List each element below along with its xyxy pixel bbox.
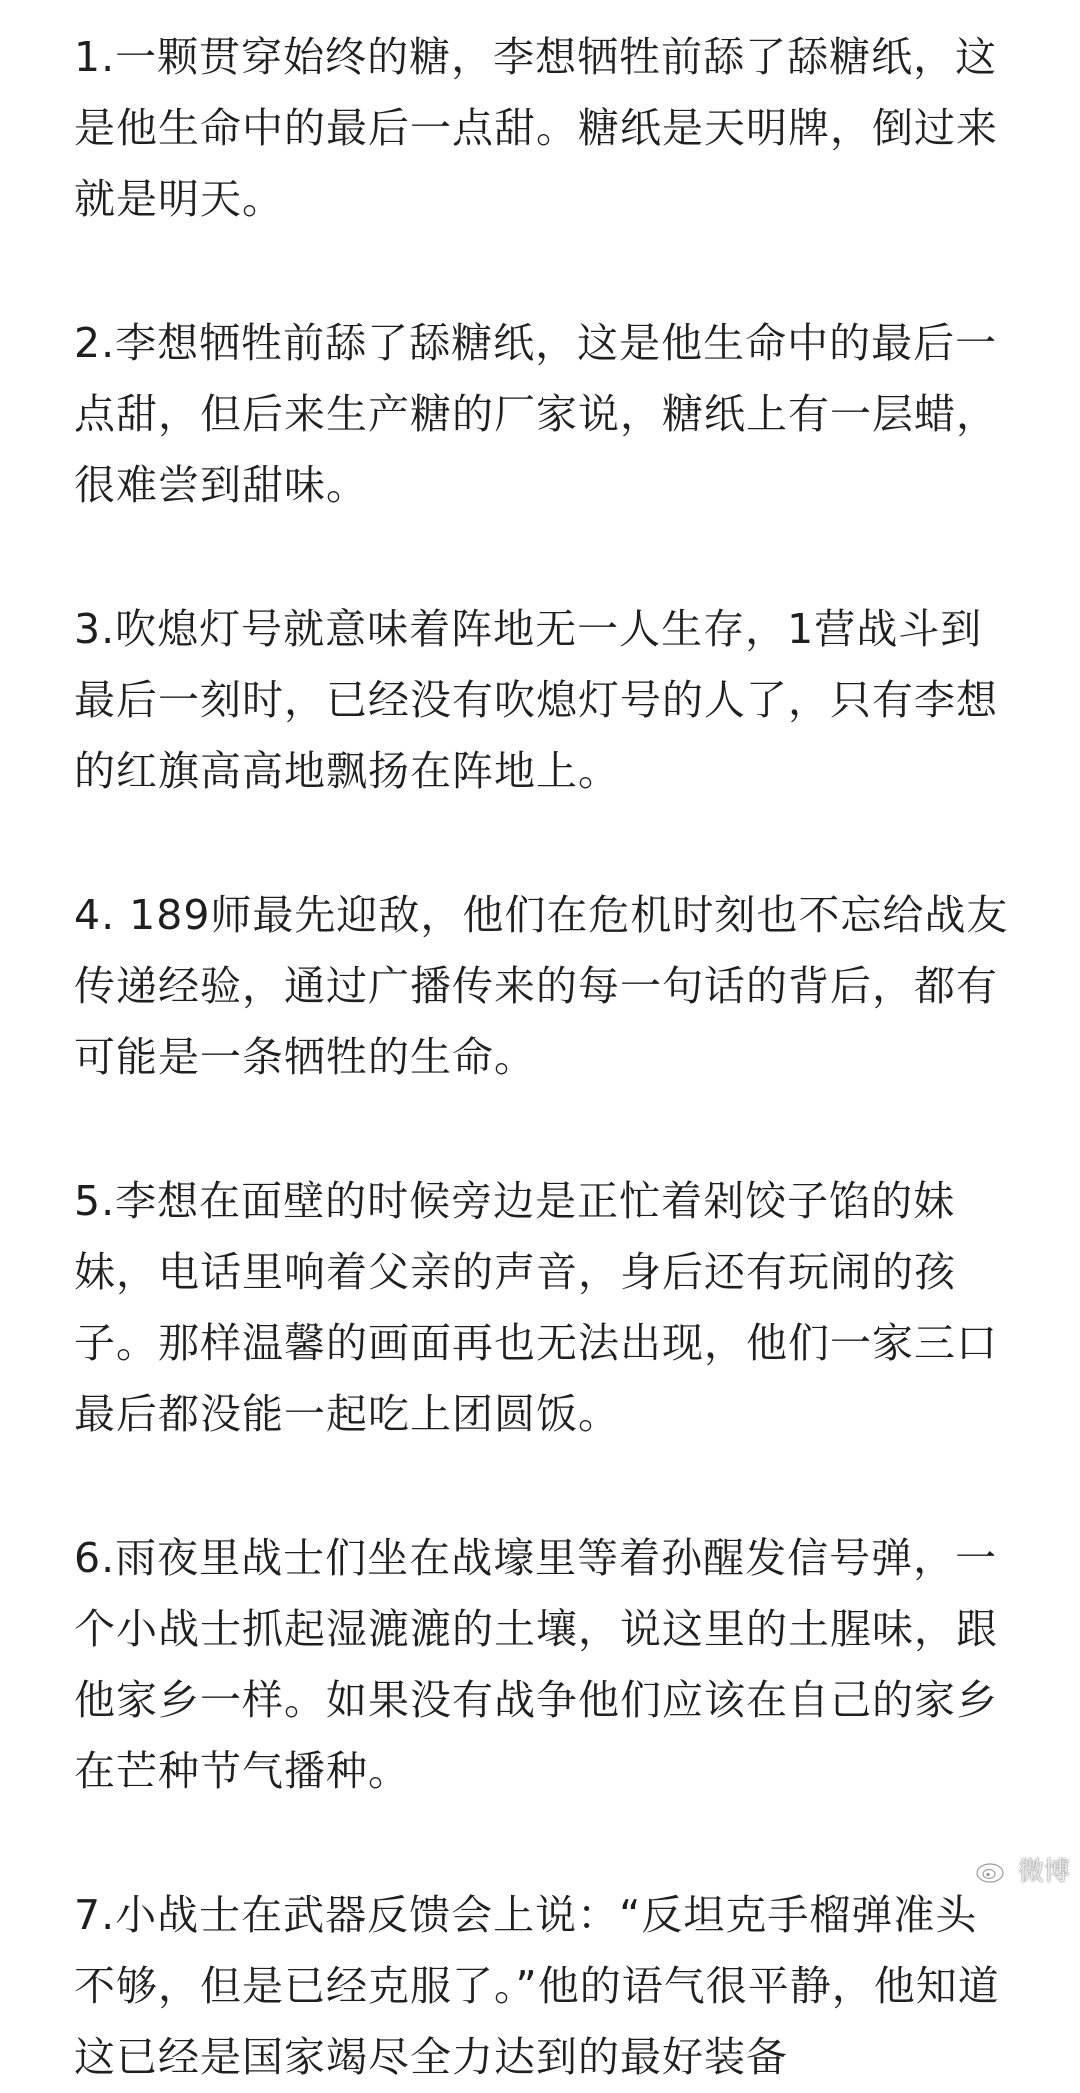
article-body [74, 22, 1014, 2093]
weibo-logo-icon [974, 1852, 1010, 1888]
paragraph-3: 3.吹熄灯号就意味着阵地无一人生存，1营战斗到最后一刻时，已经没有吹熄灯号的人了，只有李想的红旗高高地飘扬在阵地上。 [74, 605, 998, 795]
paragraph-6: 6.雨夜里战士们坐在战壕里等着孙醒发信号弹，一个小战士抓起湿漉漉的土壤，说这里的土腥味，跟他家乡一样。如果没有战争他们应该在自己的家乡在芒种节气播种。 [74, 1534, 998, 1795]
paragraph-5: 5.李想在面壁的时候旁边是正忙着剁饺子馅的妹妹，电话里响着父亲的声音，身后还有玩闹的孩子。那样温馨的画面再也无法出现，他们一家三口最后都没能一起吃上团圆饭。 [74, 1177, 998, 1438]
watermark-text: 微博 [1017, 1857, 1070, 1887]
watermark [974, 1851, 1070, 1888]
paragraph-1: 1.一颗贯穿始终的糖，李想牺牲前舔了舔糖纸，这是他生命中的最后一点甜。糖纸是天明牌，倒过来就是明天。 [74, 33, 998, 223]
paragraph-2: 2.李想牺牲前舔了舔糖纸，这是他生命中的最后一点甜，但后来生产糖的厂家说，糖纸上有一层蜡，很难尝到甜味。 [74, 319, 998, 509]
paragraph-4: 4. 189师最先迎敌，他们在危机时刻也不忘给战友传递经验，通过广播传来的每一句话的背后，都有可能是一条牺牲的生命。 [74, 891, 1009, 1081]
paragraph-7: 7.小战士在武器反馈会上说：“反坦克手榴弹准头不够，但是已经克服了。”他的语气很平静，他知道这已经是国家竭尽全力达到的最好装备 [74, 1891, 1000, 2081]
